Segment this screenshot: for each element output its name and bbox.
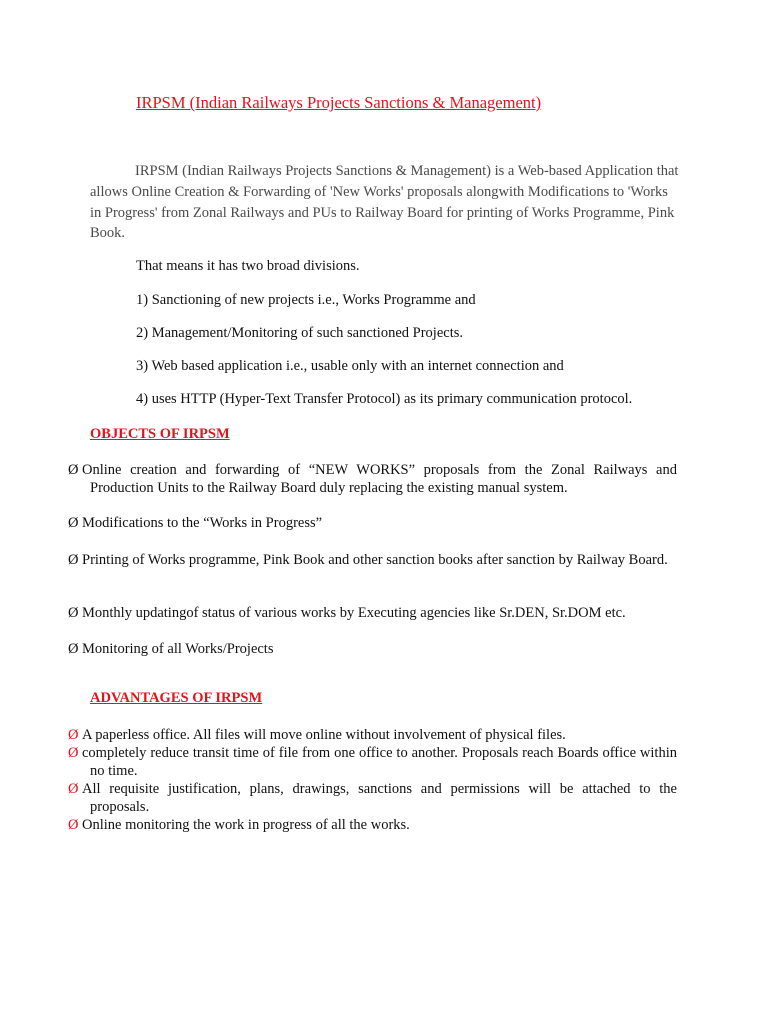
advantages-item-2 xyxy=(68,744,677,780)
objects-item-5 xyxy=(68,640,677,658)
division-item-1: 1) Sanctioning of new projects i.e., Works Programme and xyxy=(136,292,476,308)
objects-heading: OBJECTS OF IRPSM xyxy=(90,426,230,442)
bullet-arrow-icon: Ø xyxy=(68,515,79,531)
objects-list-2 xyxy=(68,514,677,532)
advantages-item-text: Online monitoring the work in progress of all the works. xyxy=(82,817,410,833)
bullet-arrow-icon: Ø xyxy=(68,781,79,797)
objects-list-3 xyxy=(68,551,677,569)
bullet-arrow-icon: Ø xyxy=(68,727,79,743)
division-item-4: 4) uses HTTP (Hyper-Text Transfer Protocol) as its primary communication protocol. xyxy=(136,391,633,407)
intro-paragraph xyxy=(90,161,680,244)
advantages-item-text: completely reduce transit time of file from one office to another. Proposals reach Boards office within no time. xyxy=(82,745,677,779)
objects-item-1 xyxy=(68,461,677,497)
objects-item-text: Monitoring of all Works/Projects xyxy=(82,641,274,657)
objects-item-text: Printing of Works programme, Pink Book and other sanction books after sanction by Railway Board. xyxy=(82,552,668,568)
document-title: IRPSM (Indian Railways Projects Sanctions & Management) xyxy=(136,93,542,112)
advantages-item-3 xyxy=(68,780,677,816)
advantages-item-1 xyxy=(68,726,677,744)
objects-item-text: Online creation and forwarding of “NEW WORKS” proposals from the Zonal Railways and Production Units to the Railway Board duly replacing the existing manual system. xyxy=(82,462,677,496)
bullet-arrow-icon: Ø xyxy=(68,605,79,621)
divisions-intro: That means it has two broad divisions. xyxy=(136,258,360,274)
objects-list xyxy=(68,461,677,497)
intro-text: IRPSM (Indian Railways Projects Sanctions & Management) is a Web-based Application that allows Online Creation & Forwarding of 'New Works' proposals alongwith Modifications to 'Works in Progress' from Zonal Railways and PUs to Railway Board for printing of Works Programme, Pink Book. xyxy=(90,163,679,242)
bullet-arrow-icon: Ø xyxy=(68,641,79,657)
bullet-arrow-icon: Ø xyxy=(68,552,79,568)
bullet-arrow-icon: Ø xyxy=(68,817,79,833)
advantages-item-text: A paperless office. All files will move online without involvement of physical files. xyxy=(82,727,566,743)
advantages-item-text: All requisite justification, plans, drawings, sanctions and permissions will be attached to the proposals. xyxy=(82,781,677,815)
objects-list-5 xyxy=(68,640,677,658)
advantages-list xyxy=(68,726,677,834)
bullet-arrow-icon: Ø xyxy=(68,462,79,478)
objects-item-3 xyxy=(68,551,677,569)
division-item-3: 3) Web based application i.e., usable only with an internet connection and xyxy=(136,358,564,374)
objects-item-2 xyxy=(68,514,677,532)
bullet-arrow-icon: Ø xyxy=(68,745,79,761)
objects-item-text: Modifications to the “Works in Progress” xyxy=(82,515,323,531)
advantages-item-4 xyxy=(68,816,677,834)
objects-item-4 xyxy=(68,604,677,622)
division-item-2: 2) Management/Monitoring of such sanctioned Projects. xyxy=(136,325,463,341)
advantages-heading: ADVANTAGES OF IRPSM xyxy=(90,690,263,706)
objects-item-text: Monthly updatingof status of various works by Executing agencies like Sr.DEN, Sr.DOM etc. xyxy=(82,605,626,621)
objects-list-4 xyxy=(68,604,677,622)
